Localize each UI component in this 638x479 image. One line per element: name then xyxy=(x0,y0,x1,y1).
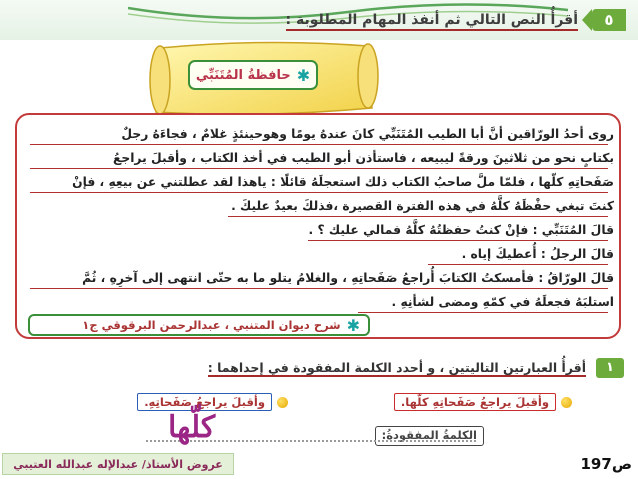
footer-credit: عروض الأستاذ/ عبدالإله عبدالله العتيبي xyxy=(2,453,234,475)
passage-line-6: قالَ الرجلُ : أُعطيكَ إياه . xyxy=(461,247,614,261)
passage-line-5: قالَ المُتَنَبِّي : فإنْ كنتُ حفظتُهُ كلَّهُ فمالي عليك ؟ . xyxy=(308,223,614,237)
underline-1 xyxy=(30,144,608,145)
underline-4 xyxy=(228,216,608,217)
passage-line-8: استلبَهُ فجعلَهُ في كمّهِ ومضى لشأنِهِ . xyxy=(391,295,614,309)
task-instruction: أقرأُ النص التالي ثم أنفذ المهام المطلوبة : xyxy=(286,12,578,31)
source-citation xyxy=(28,314,370,336)
asterisk-icon: ✱ xyxy=(346,315,360,335)
task-number-badge: ٥ xyxy=(592,9,626,31)
page-number: ص197 xyxy=(580,455,632,473)
answer-word: كلّها xyxy=(168,410,216,445)
title-box xyxy=(188,60,318,90)
underline-2 xyxy=(30,168,608,169)
option-b-text: وأقبلَ يراجعُ صَفَحاتِهِ. xyxy=(137,393,272,411)
underline-3 xyxy=(30,192,608,193)
option-a[interactable] xyxy=(394,392,572,412)
option-a-text: وأقبلَ يراجعُ صَفَحاتِهِ كلّها. xyxy=(394,393,556,411)
bullet-icon xyxy=(561,397,572,408)
option-b[interactable] xyxy=(137,392,288,412)
underline-6 xyxy=(428,264,608,265)
passage-line-7: قالَ الورّاقُ : فأمسكتُ الكتابَ أُراجعُ صَفَحاتِهِ ، والغلامُ يتلو ما به حتّى انتهى إلى آخرِهِ ، ثُمَّ xyxy=(82,271,614,285)
question-number-badge: ١ xyxy=(596,358,624,378)
underline-7 xyxy=(30,288,608,289)
passage-line-1: روى أحدُ الورّاقين أنَّ أبا الطيب المُتَنَبِّي كانَ عندهُ يومًا وهوحينئذٍ غلامٌ ، فجاءَهُ رجلٌ xyxy=(121,127,614,141)
asterisk-icon: ✱ xyxy=(296,65,311,85)
passage-line-2: بكتابٍ نحو من ثلاثينَ ورقةً ليبيعه ، فاستأذن أبو الطيب في أخذ الكتاب ، وأقبلَ يراجعُ xyxy=(112,151,614,165)
underline-5 xyxy=(308,240,608,241)
bullet-icon xyxy=(277,397,288,408)
question-text: أقرأُ العبارتين التاليتين ، و أحدد الكلمة المفقودة في إحداهما : xyxy=(207,360,586,375)
underline-8 xyxy=(358,312,608,313)
title-text: حافظةُ المُتَنَبِّي xyxy=(195,67,291,83)
source-text: شرح ديوان المتنبي ، عبدالرحمن البرقوقي ج١ xyxy=(82,318,341,332)
passage-line-3: صَفَحاتِهِ كلّها ، فلمّا ملَّ صاحبُ الكتاب ذلك استعجلَهُ قائلًا : ياهذا لقد عطلتني عن بيعِهِ ، فإنْ xyxy=(72,175,614,189)
passage-line-4: كنتَ تبغي حفْظَهُ كلَّهُ في هذه الفترة القصيرة ،فذلكَ بعيدٌ عليكَ . xyxy=(231,199,614,213)
missing-word-label: الكلمةُ المفقودةُ: xyxy=(375,426,484,446)
